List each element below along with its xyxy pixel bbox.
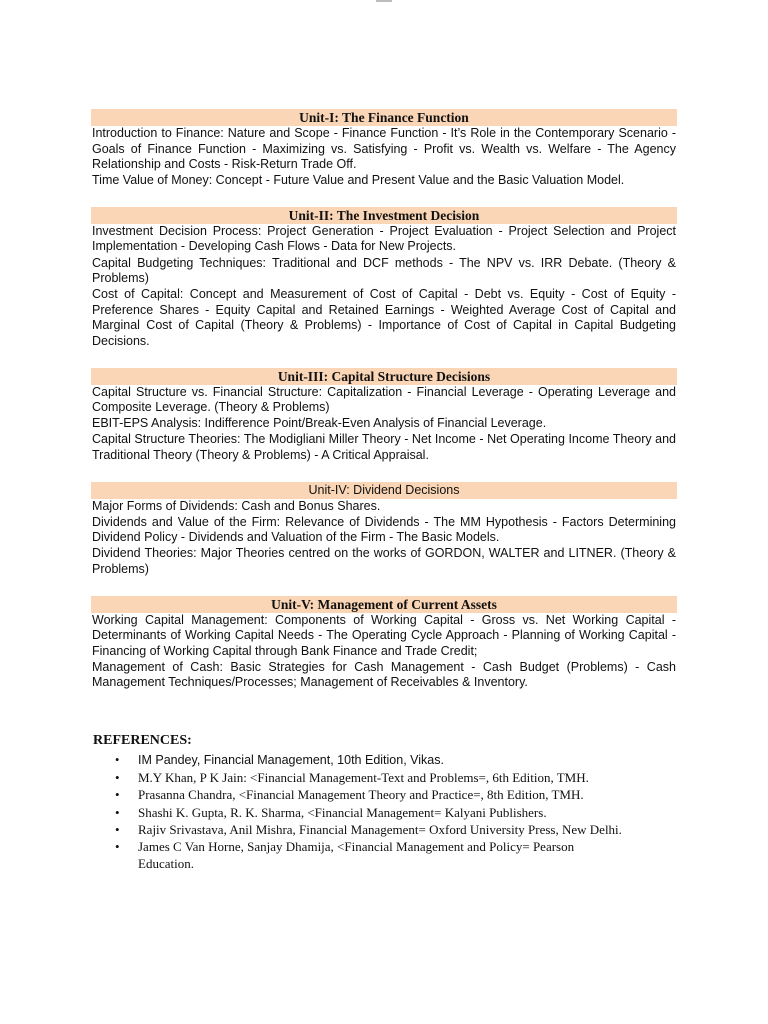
unit-4-paragraph: Major Forms of Dividends: Cash and Bonus Shares.	[92, 498, 381, 513]
syllabus-content	[91, 109, 677, 709]
unit-1-paragraph: Time Value of Money: Concept - Future Value and Present Value and the Basic Valuation Model.	[92, 173, 625, 188]
unit-3-section	[91, 368, 677, 464]
unit-4-paragraph: Dividend Theories: Major Theories centred on the works of GORDON, WALTER and LITNER. (Theory & Problems)	[92, 546, 676, 576]
unit-4-paragraph: Dividends and Value of the Firm: Relevance of Dividends - The MM Hypothesis - Factors Determining Dividend Policy - Dividends and Valuation of the Firm - The Basic Models.	[92, 514, 676, 545]
reference-text: James C Van Horne, Sanjay Dhamija, <Financial Management and Policy= Pearson Education.	[138, 839, 575, 872]
reference-text: M.Y Khan, P K Jain: <Financial Management-Text and Problems=, 6th Edition, TMH.	[138, 770, 589, 786]
unit-4-heading: Unit-IV: Dividend Decisions	[91, 482, 677, 499]
unit-3-paragraph: Capital Structure vs. Financial Structure: Capitalization - Financial Leverage - Operating Leverage and Composite Leverage. (Theory & Problems)	[92, 384, 676, 415]
bullet-icon: •	[115, 753, 120, 767]
unit-3-paragraph: Capital Structure Theories: The Modigliani Miller Theory - Net Income - Net Operating Income Theory and Traditional Theory (Theory & Problems) - A Critical Appraisal.	[92, 432, 676, 462]
bullet-icon: •	[115, 821, 120, 837]
references-list	[93, 752, 633, 872]
unit-2-paragraph: Investment Decision Process: Project Generation - Project Evaluation - Project Selection and Project Implementation - Developing Cash Flows - Data for New Projects.	[92, 223, 676, 254]
reference-item	[93, 838, 633, 872]
reference-item	[93, 821, 633, 838]
references-heading: REFERENCES:	[93, 733, 192, 748]
reference-text: Shashi K. Gupta, R. K. Sharma, <Financial Management= Kalyani Publishers.	[138, 804, 547, 820]
unit-1-paragraph: Introduction to Finance: Nature and Scope - Finance Function - It’s Role in the Contemporary Scenario - Goals of Finance Function - Maximizing vs. Satisfying - Profit vs. Wealth vs. Welfare - The Agency Relationship and Costs - Risk-Return Trade Off.	[92, 126, 676, 172]
references-section	[93, 732, 633, 872]
bullet-icon: •	[115, 839, 120, 855]
reference-item	[93, 786, 633, 803]
unit-2-heading: Unit-II: The Investment Decision	[91, 207, 677, 224]
unit-2-paragraph: Capital Budgeting Techniques: Traditional and DCF methods - The NPV vs. IRR Debate. (Theory & Problems)	[92, 255, 676, 286]
unit-1-section	[91, 109, 677, 189]
unit-3-paragraph: EBIT-EPS Analysis: Indifference Point/Break-Even Analysis of Financial Leverage.	[92, 416, 547, 431]
bullet-icon: •	[115, 770, 120, 786]
unit-3-heading: Unit-III: Capital Structure Decisions	[91, 368, 677, 385]
reference-item	[93, 769, 633, 786]
unit-5-section	[91, 596, 677, 691]
page-top-mark	[376, 0, 392, 2]
reference-item	[93, 804, 633, 821]
unit-2-section	[91, 207, 677, 350]
reference-text: Rajiv Srivastava, Anil Mishra, Financial Management= Oxford University Press, New Delhi.	[138, 821, 622, 837]
reference-text: Prasanna Chandra, <Financial Management Theory and Practice=, 8th Edition, TMH.	[138, 787, 584, 803]
unit-5-paragraph: Management of Cash: Basic Strategies for Cash Management - Cash Budget (Problems) - Cash Management Techniques/Processes; Management of Receivables & Inventory.	[92, 659, 676, 690]
reference-item	[93, 752, 633, 769]
unit-1-heading: Unit-I: The Finance Function	[91, 109, 677, 126]
unit-5-paragraph: Working Capital Management: Components of Working Capital - Gross vs. Net Working Capital - Determinants of Working Capital Needs - The Operating Cycle Approach - Planning of Working Capital - Financing of Working Capital through Bank Finance and Trade Credit;	[92, 612, 676, 658]
bullet-icon: •	[115, 787, 120, 803]
unit-4-section	[91, 482, 677, 578]
unit-5-heading: Unit-V: Management of Current Assets	[91, 596, 677, 613]
unit-2-paragraph: Cost of Capital: Concept and Measurement of Cost of Capital - Debt vs. Equity - Cost of Equity - Preference Shares - Equity Capital and Retained Earnings - Weighted Average Cost of Capital and Marginal Cost of Capital (Theory & Problems) - Importance of Cost of Capital in Capital Budgeting Decisions.	[92, 287, 676, 349]
reference-text: IM Pandey, Financial Management, 10th Edition, Vikas.	[138, 753, 444, 767]
bullet-icon: •	[115, 804, 120, 820]
